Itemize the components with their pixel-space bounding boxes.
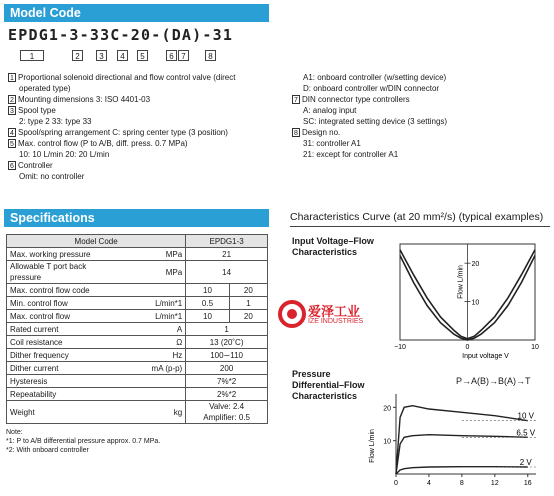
input-voltage-flow-chart: [370, 240, 550, 360]
company-logo-icon: [278, 300, 306, 328]
option-text: Max. control flow (P to A/B, diff. press. 0.7 MPa): [18, 139, 188, 148]
note-line: *2: With onboard controller: [6, 447, 89, 454]
x-tick-label: 16: [523, 480, 532, 487]
table-header-cell: EPDG1-3: [186, 235, 268, 248]
table-row: [7, 284, 268, 297]
table-cell-label: Rated current: [7, 323, 122, 336]
y-tick-label: 20: [471, 261, 480, 269]
option-3: [8, 105, 293, 116]
position-box-5: 5: [137, 50, 148, 61]
table-row: [7, 297, 268, 310]
option-number: 6: [8, 161, 16, 170]
table-row-weight: [7, 401, 268, 424]
option-number: 7: [292, 95, 300, 104]
table-cell-value: 0.5: [186, 297, 230, 310]
table-cell-label: Max. control flow: [7, 310, 122, 323]
option-text: DIN connector type controllers: [302, 95, 410, 104]
option-sub: Omit: no controller: [19, 172, 85, 181]
watermark-logo: [278, 300, 306, 333]
chart-1-title: Input Voltage–Flow Characteristics: [292, 236, 374, 257]
pressure-differential-flow-chart: [362, 388, 550, 496]
option-number: 5: [8, 139, 16, 148]
y-tick-label: 10: [383, 438, 391, 446]
option-7: [292, 94, 550, 105]
left-option-list: [8, 72, 293, 182]
option-text: Proportional solenoid directional and flow control valve (direct: [18, 73, 236, 82]
option-sub: D: onboard controller w/DIN connector: [303, 84, 440, 93]
option-sub: 2: type 2 33: type 33: [19, 117, 92, 126]
table-cell-label: Max. working pressure: [7, 248, 122, 261]
option-text: Design no.: [302, 128, 341, 137]
position-box-4: 4: [117, 50, 128, 61]
y-tick-label: 20: [383, 405, 391, 413]
table-row: [7, 323, 268, 336]
table-row: [7, 388, 268, 401]
x-tick-label: 4: [426, 480, 431, 487]
table-cell-unit: kg: [121, 401, 186, 424]
option-number: 2: [8, 95, 16, 104]
table-cell-value: 20: [229, 284, 267, 297]
option-sub: 10: 10 L/min 20: 20 L/min: [19, 150, 110, 159]
watermark-en: IZE INDUSTRIES: [308, 318, 364, 325]
position-box-7: 7: [178, 50, 189, 61]
y-axis-label: Flow L/min: [369, 429, 376, 463]
weight-valve: Valve: 2.4: [209, 402, 245, 411]
table-cell-value: 20: [229, 310, 267, 323]
model-code: EPDG1-3-33C-20-(DA)-31: [8, 26, 234, 44]
table-cell-label: Hysteresis: [7, 375, 122, 388]
table-cell-value: 7%*2: [186, 375, 268, 388]
table-row: [7, 375, 268, 388]
option-4: [8, 127, 293, 138]
table-cell-label: Dither frequency: [7, 349, 122, 362]
position-box-6: 6: [166, 50, 177, 61]
option-sub: SC: integrated setting device (3 settings): [303, 117, 448, 126]
option-sub: 31: controller A1: [303, 139, 361, 148]
option-number: 3: [8, 106, 16, 115]
option-sub: 21: except for controller A1: [303, 150, 399, 159]
option-number: 1: [8, 73, 16, 82]
option-1: [8, 72, 293, 83]
table-row: [7, 261, 268, 284]
option-8: [292, 127, 550, 138]
position-box-8: 8: [205, 50, 216, 61]
table-cell-unit: L/min*1: [121, 310, 186, 323]
table-cell-label: Min. control flow: [7, 297, 122, 310]
option-5: [8, 138, 293, 149]
table-cell-value: 2%*2: [186, 388, 268, 401]
series-label: 6.5 V: [516, 428, 536, 438]
note-heading: Note:: [6, 429, 23, 436]
table-cell-unit: [121, 284, 186, 297]
table-header-row: [7, 235, 268, 248]
position-box-1: 1: [20, 50, 44, 61]
table-row: [7, 349, 268, 362]
series-line-1: [396, 406, 528, 474]
table-cell-label: Allowable T port back pressure: [7, 261, 122, 284]
notes: [6, 428, 160, 455]
table-cell-unit: mA (p-p): [121, 362, 186, 375]
table-cell-value: 1: [186, 323, 268, 336]
option-text: Spool/spring arrangement C: spring center type (3 position): [18, 128, 228, 137]
x-tick-label: 12: [490, 480, 499, 487]
x-tick-label: 0: [394, 480, 398, 487]
table-cell-unit: [121, 388, 186, 401]
option-number: 4: [8, 128, 16, 137]
table-cell-label: Dither current: [7, 362, 122, 375]
position-box-3: 3: [96, 50, 107, 61]
series-label: 2 V: [519, 458, 532, 467]
watermark-cn: 爱泽工业: [308, 304, 361, 319]
option-sub: A1: onboard controller (w/setting device): [303, 73, 447, 82]
note-line: *1: P to A/B differential pressure approx. 0.7 MPa.: [6, 438, 161, 445]
table-header-cell: Model Code: [7, 235, 186, 248]
model-code-title: Model Code: [4, 4, 269, 22]
position-box-2: 2: [72, 50, 83, 61]
characteristics-curve-heading: Characteristics Curve (at 20 mm²/s) (typical examples): [290, 209, 550, 227]
option-sub: operated type): [19, 84, 71, 93]
table-cell-value: 100∼110: [186, 349, 268, 362]
series-line-3: [396, 467, 528, 474]
x-tick-label: 8: [459, 480, 464, 487]
table-cell-unit: MPa: [121, 261, 186, 284]
option-6: [8, 160, 293, 171]
y-tick-label: 10: [471, 299, 480, 307]
table-row: [7, 336, 268, 349]
specifications-title: Specifications: [4, 209, 269, 227]
option-text: Spool type: [18, 106, 56, 115]
table-row: [7, 362, 268, 375]
table-row: [7, 248, 268, 261]
x-axis-label: Input voltage V: [462, 353, 509, 360]
y-axis-label: Flow L/min: [457, 265, 465, 299]
table-cell-unit: A: [121, 323, 186, 336]
weight-amplifier: Amplifier: 0.5: [203, 413, 250, 422]
table-cell-value: [186, 401, 268, 424]
right-option-list: [292, 72, 550, 160]
table-cell-label: Max. control flow code: [7, 284, 122, 297]
option-text: Controller: [18, 161, 53, 170]
option-text: Mounting dimensions 3: ISO 4401-03: [18, 95, 151, 104]
table-cell-value: 200: [186, 362, 268, 375]
series-label: 10 V: [517, 411, 534, 421]
option-number: 8: [292, 128, 300, 137]
option-2: [8, 94, 293, 105]
table-cell-value: 14: [186, 261, 268, 284]
table-cell-unit: MPa: [121, 248, 186, 261]
chart-2-annotation: P→A(B)→B(A)→T: [456, 376, 531, 386]
table-cell-value: 13 (20˚C): [186, 336, 268, 349]
chart-2-title: Pressure Differential–Flow Characteristics: [292, 369, 365, 401]
table-cell-unit: L/min*1: [121, 297, 186, 310]
table-cell-value: 10: [186, 284, 230, 297]
table-cell-label: Repeatability: [7, 388, 122, 401]
x-tick-label: 0: [465, 344, 470, 351]
table-cell-value: 10: [186, 310, 230, 323]
table-cell-unit: Hz: [121, 349, 186, 362]
x-tick-label: −10: [394, 344, 406, 351]
table-cell-value: 1: [229, 297, 267, 310]
specifications-table: [6, 234, 268, 424]
option-sub: A: analog input: [303, 106, 357, 115]
table-cell-label: Coil resistance: [7, 336, 122, 349]
x-tick-label: 10: [531, 344, 539, 351]
table-cell-value: 21: [186, 248, 268, 261]
table-row: [7, 310, 268, 323]
table-cell-unit: Ω: [121, 336, 186, 349]
table-cell-unit: [121, 375, 186, 388]
table-cell-label: Weight: [7, 401, 122, 424]
